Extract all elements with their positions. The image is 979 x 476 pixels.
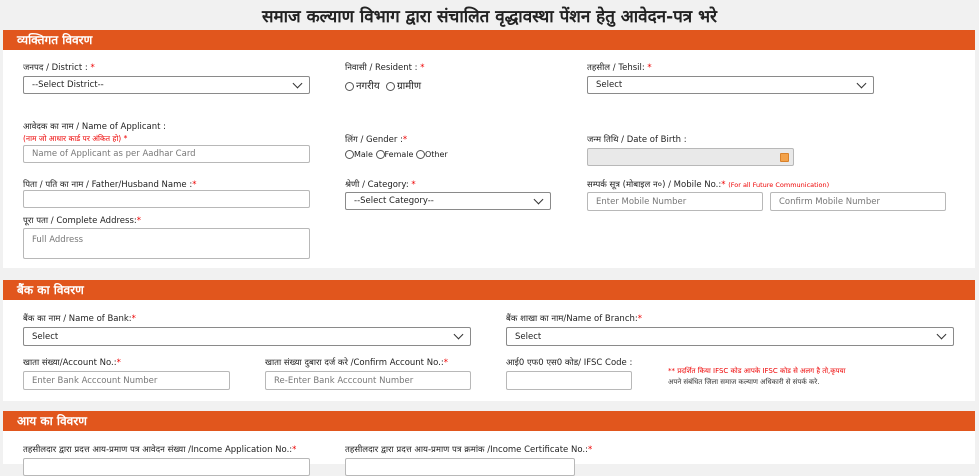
chevron-down-icon xyxy=(534,194,544,204)
chevron-down-icon xyxy=(937,330,947,340)
radio-icon xyxy=(386,82,395,91)
gender-label: लिंग / Gender :* xyxy=(345,135,408,145)
branch-name-label: बैंक शाखा का नाम/Name of Branch:* xyxy=(506,314,642,324)
resident-label: निवासी / Resident : * xyxy=(345,63,425,73)
branch-name-select[interactable]: Select xyxy=(506,327,954,346)
income-application-input[interactable] xyxy=(23,458,310,476)
category-label: श्रेणी / Category: * xyxy=(345,180,416,190)
ifsc-label: आई0 एफ0 एस0 कोड/ IFSC Code : xyxy=(506,358,633,368)
bank-name-label: बैंक का नाम / Name of Bank:* xyxy=(23,314,136,324)
account-number-input[interactable]: Enter Bank Acccount Number xyxy=(23,371,230,390)
resident-option-urban[interactable]: नगरीय xyxy=(345,81,380,92)
mobile-input[interactable]: Enter Mobile Number xyxy=(587,192,763,211)
gender-option-male[interactable]: Male xyxy=(345,150,373,159)
chevron-down-icon xyxy=(857,78,867,88)
ifsc-input[interactable] xyxy=(506,371,632,390)
radio-icon xyxy=(416,150,425,159)
category-select[interactable]: --Select Category-- xyxy=(345,192,551,210)
dob-label: जन्म तिथि / Date of Birth : xyxy=(587,135,687,145)
district-label: जनपद / District : * xyxy=(23,63,95,73)
income-certificate-input[interactable] xyxy=(345,458,575,476)
applicant-name-input[interactable]: Name of Applicant as per Aadhar Card xyxy=(23,145,310,163)
ifsc-note-line2: अपने संबंधित जिला समाज कल्याण अधिकारी से संपर्क करे. xyxy=(668,378,820,386)
section-header-bank: बैंक का विवरण xyxy=(3,280,975,300)
applicant-name-label: आवेदक का नाम / Name of Applicant : xyxy=(23,122,167,132)
account-number-label: खाता संख्या/Account No.:* xyxy=(23,358,121,368)
income-application-label: तहसीलदार द्वारा प्रदत्त आय-प्रमाण पत्र आवेदन संख्या /Income Application No.:* xyxy=(23,445,297,455)
confirm-mobile-input[interactable]: Confirm Mobile Number xyxy=(770,192,946,211)
tehsil-label: तहसील / Tehsil: * xyxy=(587,63,652,73)
tehsil-select[interactable]: Select xyxy=(587,76,874,94)
chevron-down-icon xyxy=(454,330,464,340)
calendar-icon[interactable] xyxy=(780,153,789,162)
father-name-input[interactable] xyxy=(23,190,310,208)
radio-icon xyxy=(345,150,354,159)
page-title: समाज कल्याण विभाग द्वारा संचालित वृद्धावस्था पेंशन हेतु आवेदन-पत्र भरे xyxy=(261,7,718,27)
resident-radio-group xyxy=(345,78,421,92)
gender-option-female[interactable]: Female xyxy=(376,150,414,159)
gender-radio-group xyxy=(345,150,448,159)
applicant-name-note: (नाम जो आधार कार्ड पर अंकित हो) * xyxy=(23,134,128,143)
radio-icon xyxy=(345,82,354,91)
confirm-account-input[interactable]: Re-Enter Bank Acccount Number xyxy=(265,371,471,390)
section-header-personal: व्यक्तिगत विवरण xyxy=(3,30,975,50)
father-name-label: पिता / पति का नाम / Father/Husband Name :* xyxy=(23,180,197,190)
district-select[interactable]: --Select District-- xyxy=(23,76,310,94)
dob-input[interactable] xyxy=(587,148,794,166)
resident-option-rural[interactable]: ग्रामीण xyxy=(386,81,421,92)
chevron-down-icon xyxy=(293,78,303,88)
mobile-label: सम्पर्क सूत्र (मोबाइल न०) / Mobile No.:* (For all Future Communication) xyxy=(587,180,830,190)
section-header-income: आय का विवरण xyxy=(3,411,975,431)
radio-icon xyxy=(376,150,385,159)
ifsc-note-line1: ** प्रदर्शित किया IFSC कोड आपके IFSC कोड से अलग है तो,कृपया xyxy=(668,367,846,375)
confirm-account-label: खाता संख्या दुबारा दर्ज करे /Confirm Account No.:* xyxy=(265,358,448,368)
ifsc-note xyxy=(668,366,846,388)
gender-option-other[interactable]: Other xyxy=(416,150,448,159)
address-label: पूरा पता / Complete Address:* xyxy=(23,216,141,226)
income-certificate-label: तहसीलदार द्वारा प्रदत्त आय-प्रमाण पत्र क्रमांक /Income Certificate No.:* xyxy=(345,445,593,455)
bank-name-select[interactable]: Select xyxy=(23,327,471,346)
address-textarea[interactable]: Full Address xyxy=(23,228,310,259)
